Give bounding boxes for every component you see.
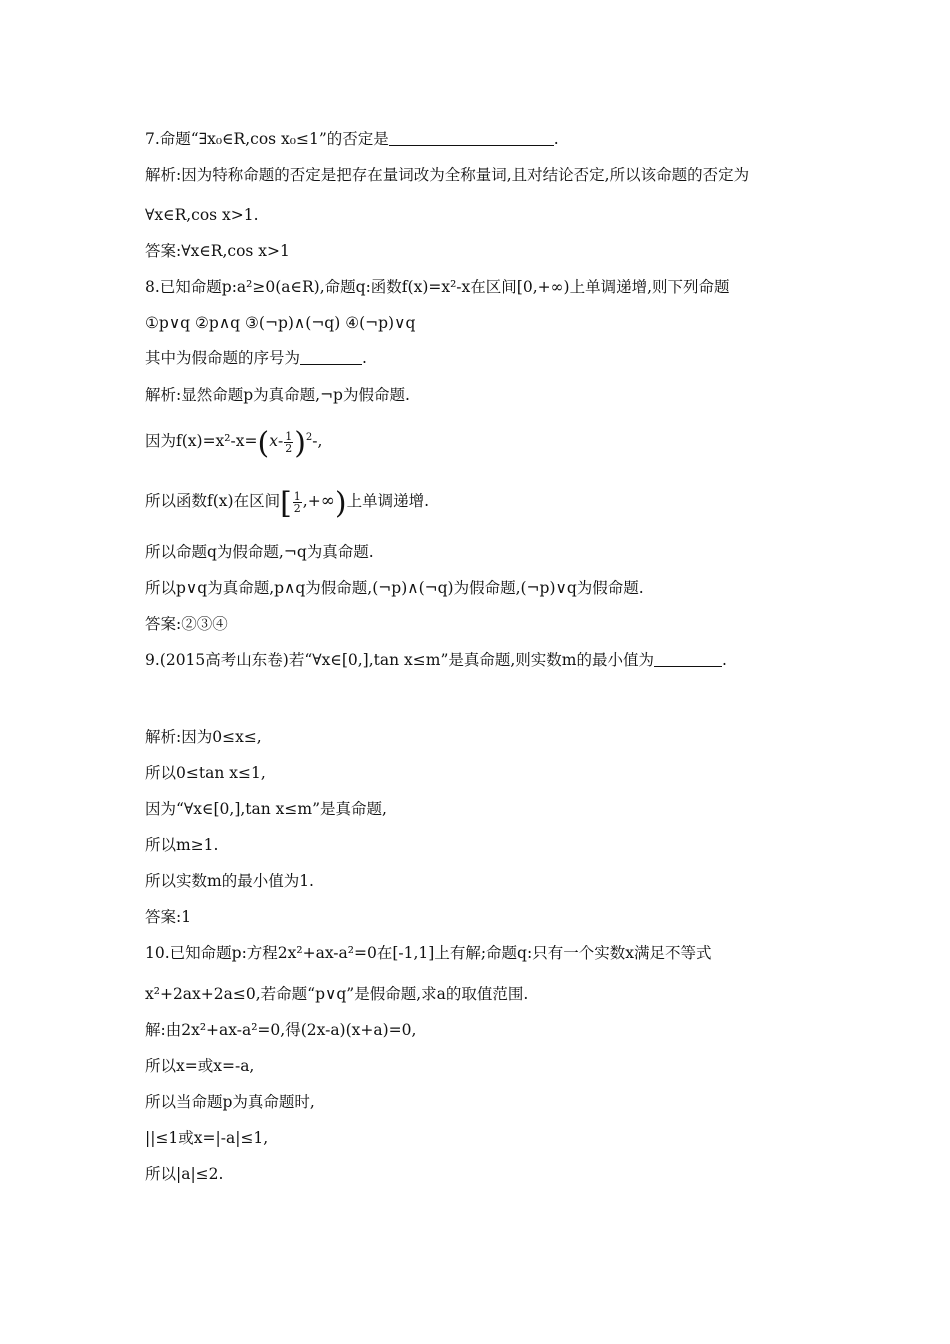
- fraction-one-half: $\frac{1}{2}$: [293, 489, 301, 515]
- q8-question: 8.已知命题p:a²≥0(a∈R),命题q:函数f(x)=x²-x在区间[0,+∞)上单调递增,则下列命题: [145, 278, 730, 296]
- q9-answer-blank: [654, 650, 722, 667]
- q9-analysis-5: 所以实数m的最小值为1.: [145, 872, 314, 890]
- q7-answer: 答案:∀x∈R,cos x>1: [145, 242, 290, 260]
- right-paren: ): [334, 486, 347, 521]
- q9-analysis-1: 解析:因为0≤x≤,: [145, 728, 262, 746]
- q8-analysis-1: 解析:显然命题p为真命题,¬p为假命题.: [145, 386, 410, 404]
- q8-prompt: 其中为假命题的序号为 .: [145, 349, 367, 367]
- q10-solution-2: 所以x=或x=-a,: [145, 1057, 255, 1075]
- q7-answer-blank: [389, 129, 554, 146]
- q7-analysis-2: ∀x∈R,cos x>1.: [145, 206, 259, 224]
- q10-solution-1: 解:由2x²+ax-a²=0,得(2x-a)(x+a)=0,: [145, 1021, 417, 1039]
- q9-analysis-3: 因为“∀x∈[0,],tan x≤m”是真命题,: [145, 800, 387, 818]
- q8-options: ①p∨q ②p∧q ③(¬p)∧(¬q) ④(¬p)∨q: [145, 314, 416, 332]
- q9-answer: 答案:1: [145, 908, 192, 926]
- q9-question: 9.(2015高考山东卷)若“∀x∈[0,],tan x≤m”是真命题,则实数m的最小值为 .: [145, 651, 727, 669]
- right-paren: ): [294, 426, 306, 461]
- q9-analysis-2: 所以0≤tan x≤1,: [145, 764, 266, 782]
- q8-answer-blank: [300, 348, 362, 365]
- left-bracket: [: [280, 486, 292, 521]
- fraction-one-half: $\frac{1}{2}$: [285, 429, 293, 455]
- q10-solution-4: ||≤1或x=|-a|≤1,: [145, 1129, 269, 1147]
- q10-solution-3: 所以当命题p为真命题时,: [145, 1093, 315, 1111]
- q8-analysis-4: 所以命题q为假命题,¬q为真命题.: [145, 543, 374, 561]
- q10-question-1: 10.已知命题p:方程2x²+ax-a²=0在[-1,1]上有解;命题q:只有一个实数x满足不等式: [145, 944, 712, 962]
- left-paren: (: [257, 426, 270, 461]
- q8-analysis-5: 所以p∨q为真命题,p∧q为假命题,(¬p)∧(¬q)为假命题,(¬p)∨q为假命题.: [145, 579, 644, 597]
- q8-answer: 答案:②③④: [145, 615, 228, 633]
- q9-analysis-4: 所以m≥1.: [145, 836, 219, 854]
- q8-analysis-2: 因为f(x)=x²-x=(x- $\frac{1}{2}$ )$^2$-,: [145, 426, 323, 461]
- q7-analysis-1: 解析:因为特称命题的否定是把存在量词改为全称量词,且对结论否定,所以该命题的否定为: [145, 166, 750, 184]
- q10-question-2: x²+2ax+2a≤0,若命题“p∨q”是假命题,求a的取值范围.: [145, 985, 529, 1003]
- q7-question: 7.命题“∃x₀∈R,cos x₀≤1”的否定是 .: [145, 130, 559, 148]
- q8-analysis-3: 所以函数f(x)在区间[ $\frac{1}{2}$ ,+∞)上单调递增.: [145, 486, 430, 521]
- q10-solution-5: 所以|a|≤2.: [145, 1165, 224, 1183]
